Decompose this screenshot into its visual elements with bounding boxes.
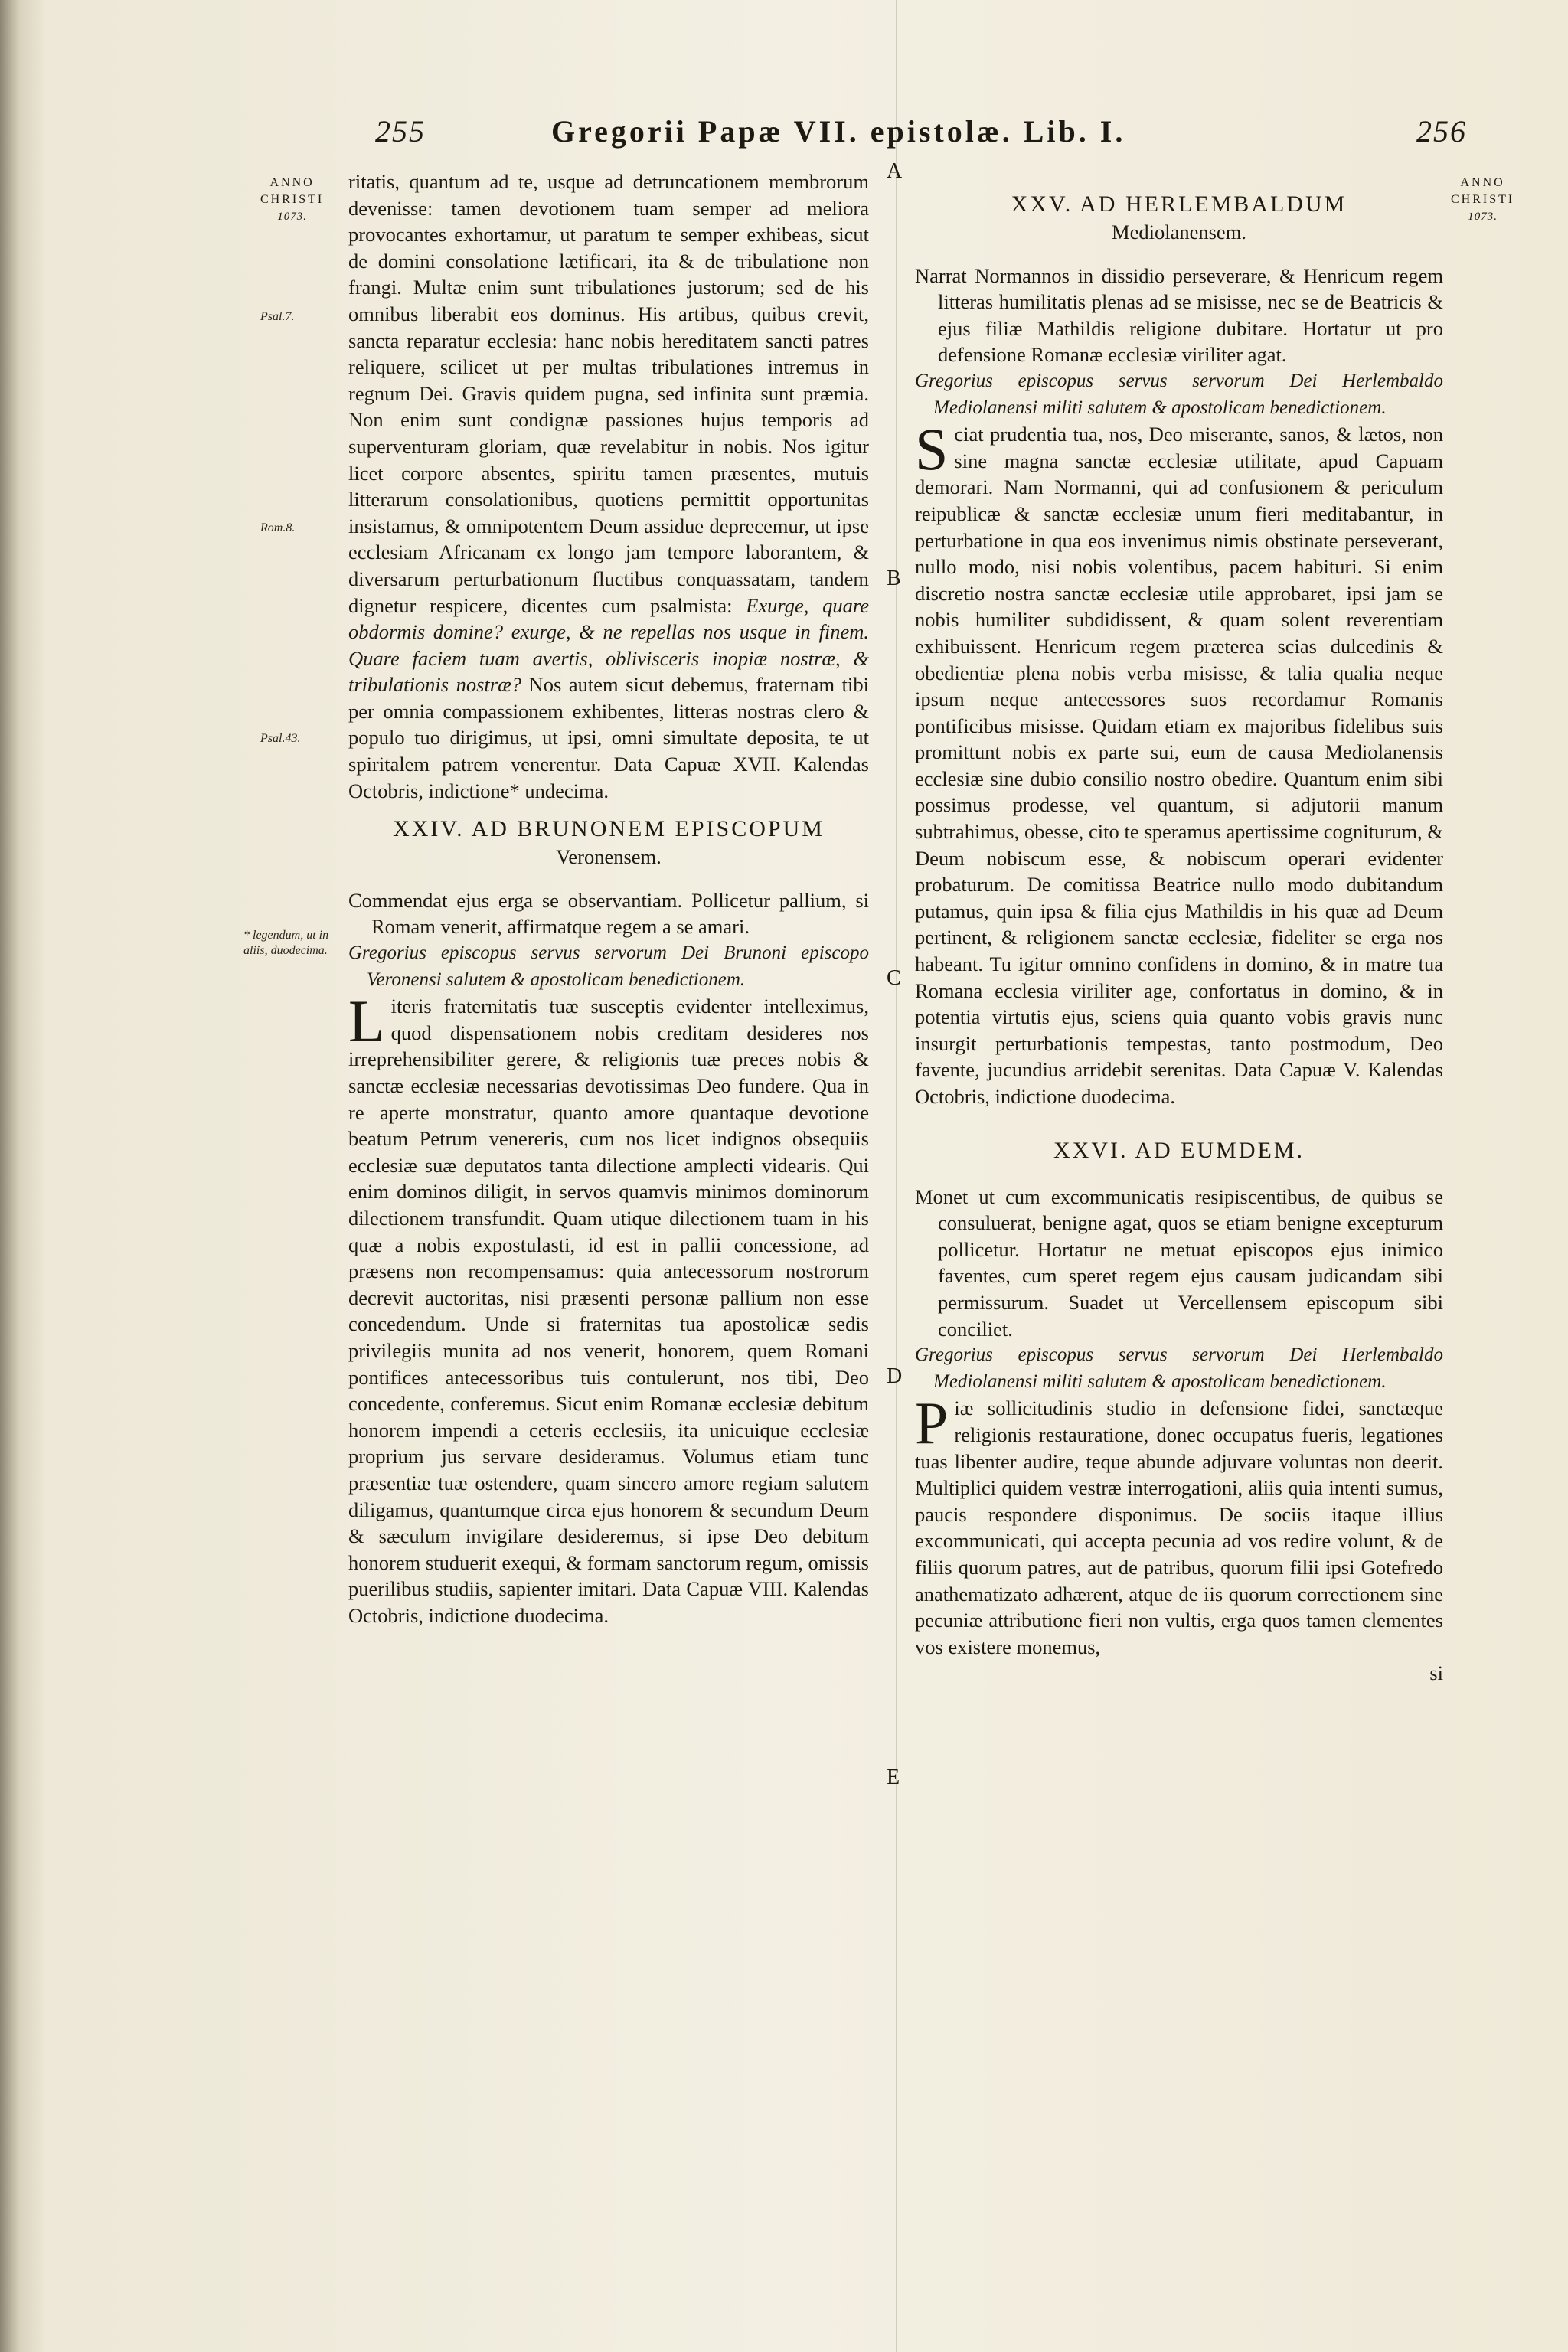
anno-christi-right xyxy=(1451,175,1514,225)
page-header xyxy=(0,113,1568,159)
margin-note-psal7: Psal.7. xyxy=(260,310,295,323)
epistle-26-salutation: Gregorius episcopus servus servorum Dei Herlembaldo Mediolanensi militi salutem & apostolicam benedictionem. xyxy=(915,1344,1443,1392)
column-letter-e: E xyxy=(887,1766,900,1789)
running-title: Gregorii Papæ VII. epistolæ. Lib. I. xyxy=(551,114,1126,149)
epistle-24-summary: Commendat ejus erga se observantiam. Pollicetur pallium, si Romam venerit, affirmatque regem a se amari. xyxy=(348,888,869,939)
catchword: si xyxy=(1429,1661,1443,1685)
epistle-25-summary: Narrat Normannos in dissidio perseverare, & Henricum regem litteras humilitatis plenas ad se misisse, nec se de Beatricis & ejus filiæ Mathildis religione dubitare. Hortatur ut pro defensione Romanæ ecclesiæ viriliter agat. xyxy=(915,263,1443,367)
column-letter-a: A xyxy=(887,159,903,183)
body-text: Nos autem sicut debemus, fraternam tibi per omnia compassionem exhibentes, litteras nostras clero & populo tuo dirigimus, ut ipsi, omni simultate deposita, te ut spiritalem patrem venerentur. Data Capuæ XVII. Kalendas Octobris, indictione* undecima. xyxy=(348,673,870,802)
epistle-24-title: XXIV. AD BRUNONEM EPISCOPUM xyxy=(393,816,825,842)
anno-christi-left xyxy=(260,175,324,225)
epistle-24-subtitle: Veronensem. xyxy=(556,845,662,869)
epistle-24-body: Literis fraternitatis tuæ susceptis evidenter intelleximus, quod dispensationem nobis creditam desideres nos irreprehensibiliter gerere, & religionis tuæ preces nobis & sanctæ ecclesiæ necessarias devotissimas Deo fundere. Qua in re aperte monstratur, quanto amore quantaque devotione beatum Petrum venereris, cum nos licet indignos obsequiis ecclesiæ suæ deputatos tanta dilectione amplecti videaris. Qui enim dominos diligit, in servos quamvis minimos dominorum dilectionem transfundit. Quam utique dilectionem tuam in his quæ a nobis expostulasti, id est in pallii concessione, ad præsens non recompensamus: quia antecessorum nostrorum decrevit auctoritas, nisi præsenti personæ pallium non esse concedendum. Unde si fraternitas tua apostolicæ sedis privilegiis munita ad nos venerit, honorem, quem Romani pontifices antecessoribus tuis contulerunt, nos tibi, Deo concedente, conferemus. Sicut enim Romanæ ecclesiæ debitum honorem impendi a ceteris ecclesiis, ita unicuique ecclesiæ proprium jus servare desideramus. Volumus etiam tunc præsentiæ tuæ ostendere, quam sincero amore regiam salutem diligamus, quantumque circa ejus honorem & secundum Deum & sæculum invigilare desideremus, si ipse Deo debitum honorem studuerit exequi, & formam sanctorum regum, omissis puerilibus studiis, sapienter imitari. Data Capuæ VIII. Kalendas Octobris, indictione duodecima. xyxy=(348,988,869,1627)
epistle-26-summary: Monet ut cum excommunicatis resipiscentibus, de quibus se consuluerat, benigne agat, quos se etiam benigne excepturum pollicetur. Hortatur ne metuat episcopos ejus inimico faventes, cum speret regem ejus causam judicandam sibi permissurum. Suadet ut Vercellensem episcopum sibi conciliet. xyxy=(915,1184,1443,1341)
psalm-quotation: Exurge, quare obdormis domine? exurge, & ne repellas nos usque in finem. Quare faciem tuam avertis, oblivisceris inopiæ nostræ, & tribulationis nostræ? xyxy=(348,593,869,697)
anno-year: 1073. xyxy=(1468,211,1498,223)
margin-note-psal43: Psal.43. xyxy=(260,732,301,745)
column-gutter xyxy=(896,0,897,2352)
anno-label: ANNO xyxy=(270,176,315,189)
margin-note-legendum: * legendum, ut in aliis, duodecima. xyxy=(243,929,329,957)
page-number-left: 255 xyxy=(375,114,426,149)
christi-label: CHRISTI xyxy=(260,193,325,206)
epistle-23-conclusion xyxy=(348,168,869,804)
margin-note-rom8: Rom.8. xyxy=(260,521,296,534)
right-column xyxy=(915,168,1443,1687)
epistle-25-body: Sciat prudentia tua, nos, Deo miserante, sanos, & lætos, non sine magna sanctæ ecclesiæ utilitate, apud Capuam demorari. Nam Normanni, qui ad confusionem & periculum reipublicæ & sanctæ ecclesiæ unum fieri meditabantur, in perturbatione in qua eos invenimus nimis obstinate perseverant, nullo modo, nisi nobis volentibus, pacem habituri. Si enim discretio nostra sanctæ ecclesiæ utile approbaret, ipsi jam se nobis humiliter subdidissent, & quam solent reverentiam exhibuissent. Henricum regem præterea scias dulcedinis & obedientiæ plena nobis verba misisse, & talia qualia neque ipsum neque antecessores suos recordamur Romanis pontificibus misisse. Quidam etiam ex majoribus fidelibus suis promittunt nobis ex parte sui, eum de causa Mediolanensis ecclesiæ sine dubio consilio nostro obedire. Quantum enim sibi possimus prodesse, vel quantum, si adjutorii manum subtrahimus, obesse, cito te speramus apertissime cogniturum, & Deum nobiscum esse, & nobiscum operari evidenter probaturum. De comitissa Beatrice nullo modo dubitandum putamus, quin ipsa & filia ejus Mathildis in his quæ ad Deum pertinent, & religionem sanctæ ecclesiæ, fideliter se erga nos habeant. Tu igitur omnino confidens in domino, & in matre tua Romana ecclesia viriliter age, confortatus in domino, & in potentia virtutis ejus, sciens quia quanto vobis gravis nunc insurgit perturbationis tempestas, tanto postmodum, Deo favente, jucundius arridebit serenitas. Data Capuæ V. Kalendas Octobris, indictione duodecima. xyxy=(915,416,1443,1108)
epistle-26-body: Piæ sollicitudinis studio in defensione fidei, sanctæque religionis restauratione, donec occupatus fueris, legationes tuas libenter audire, teque abunde adjuvare voluntas non deerit. Multiplici quidem vestræ interrogationi, aliis quia intenti sumus, paucis respondere disponimus. De sociis itaque illius excommunicati, qui accepta pecunia ad vos redire volunt, & de filiis quorum patres, aut de patribus, quorum filii ipsi Gotefredo anathematizato adhærent, atque de iis quorum correctionem sine pecuniæ attributione fieri non vultis, erga quos tamen clementes vos existere monemus, xyxy=(915,1390,1443,1658)
column-letter-b: B xyxy=(887,567,901,590)
epistle-25-title: XXV. AD HERLEMBALDUM xyxy=(1011,191,1348,217)
column-letter-c: C xyxy=(887,966,901,990)
page-number-right: 256 xyxy=(1416,114,1467,149)
epistle-24-salutation: Gregorius episcopus servus servorum Dei Brunoni episcopo Veronensi salutem & apostolicam benedictionem. xyxy=(348,942,869,990)
christi-label: CHRISTI xyxy=(1451,193,1515,206)
epistle-26-title: XXVI. AD EUMDEM. xyxy=(1054,1137,1305,1163)
body-text: ritatis, quantum ad te, usque ad detruncationem membrorum devenisse: tamen devotionem tuam semper ad meliora provocantes exhortamur, ut paratum te semper exhibeas, sicut de domini consolatione lætificari, ita & de tribulatione non frangi. Multæ enim sunt tribulationes justorum; sed de his omnibus liberabit eos dominus. His artibus, quibus crevit, sancta reparatur ecclesia: hanc nobis hereditatem sancti patres reliquere, scilicet ut per multas tribulationes intremus in regnum Dei. Gravis quidem pugna, sed infinita sunt præmia. Non enim sunt condignæ passiones hujus temporis ad superventuram gloriam, quæ revelabitur in nobis. Nos igitur licet corpore absentes, spiritu tamen præsentes, mutuis litterarum consolationibus, quotiens permittit opportunitas insistamus, & omnipotentem Deum assidue deprecemur, ut ipse ecclesiam Africanam ex longo jam tempore laborantem, & diversarum perturbationum fluctibus conquassatam, tandem dignetur respicere, dicentes cum psalmista: xyxy=(348,170,869,617)
left-column xyxy=(348,168,869,1628)
column-letter-d: D xyxy=(887,1364,903,1388)
epistle-25-subtitle: Mediolanensem. xyxy=(1112,220,1246,243)
anno-label: ANNO xyxy=(1460,176,1505,189)
anno-year: 1073. xyxy=(277,211,307,223)
epistle-25-salutation: Gregorius episcopus servus servorum Dei Herlembaldo Mediolanensi militi salutem & apostolicam benedictionem. xyxy=(915,370,1443,418)
